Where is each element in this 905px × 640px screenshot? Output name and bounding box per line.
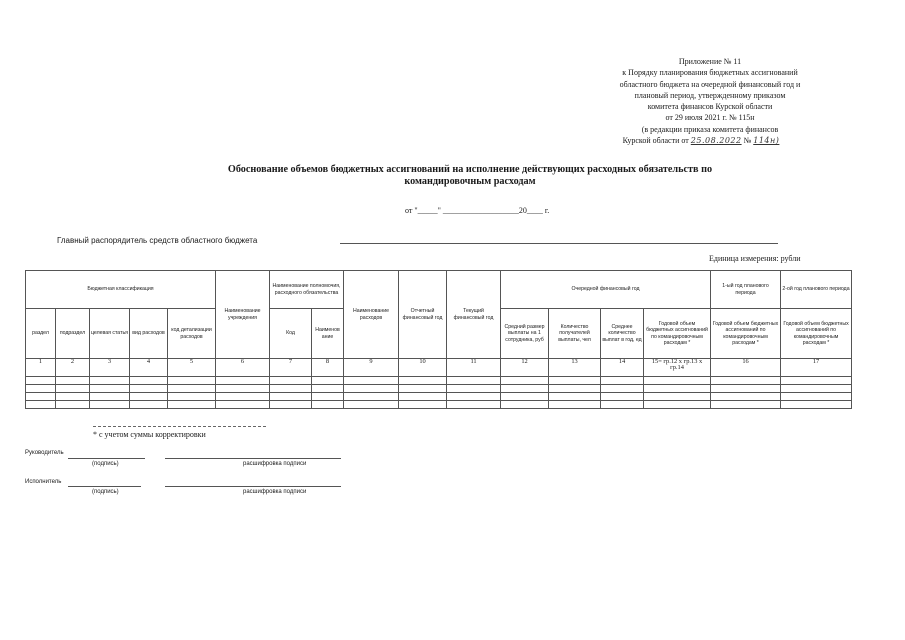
header-institution: Наименование учреждения: [216, 271, 270, 359]
table-cell[interactable]: [344, 401, 399, 409]
table-cell[interactable]: [601, 393, 644, 401]
table-cell[interactable]: [601, 377, 644, 385]
table-cell[interactable]: [26, 401, 56, 409]
column-number-row: [26, 359, 852, 377]
table-cell[interactable]: [312, 385, 344, 393]
table-cell[interactable]: [644, 393, 711, 401]
executor-decoding-line[interactable]: [165, 486, 341, 487]
header-current-year: Текущий финансовый год: [447, 271, 501, 359]
table-cell[interactable]: [90, 401, 130, 409]
table-cell[interactable]: [90, 393, 130, 401]
table-row: [26, 377, 852, 385]
col-number: 2: [56, 359, 90, 377]
table-cell[interactable]: [90, 385, 130, 393]
appendix-line: от 29 июля 2021 г. № 115н: [665, 113, 755, 123]
table-cell[interactable]: [501, 393, 549, 401]
appendix-line: Приложение № 11: [678, 57, 742, 66]
table-cell[interactable]: [216, 393, 270, 401]
table-cell[interactable]: [130, 377, 168, 385]
table-cell[interactable]: [781, 377, 852, 385]
table-cell[interactable]: [549, 401, 601, 409]
col-number: 1: [26, 359, 56, 377]
sub-plan2-volume: Годовой объем бюджетных ассигнований по командировочным расходам *: [781, 309, 852, 359]
head-signature-line[interactable]: [68, 458, 145, 459]
unit-label: Единица измерения: рубли: [709, 254, 801, 263]
table-cell[interactable]: [270, 377, 312, 385]
number-prefix: №: [743, 136, 752, 146]
col-number: 6: [216, 359, 270, 377]
sub-detail-code: код детализации расходов: [168, 309, 216, 359]
table-cell[interactable]: [270, 385, 312, 393]
table-cell[interactable]: [447, 401, 501, 409]
budget-table: [25, 270, 852, 409]
table-cell[interactable]: [711, 385, 781, 393]
table-cell[interactable]: [501, 385, 549, 393]
col-number: 14: [601, 359, 644, 377]
col-number: 12: [501, 359, 549, 377]
table-cell[interactable]: [90, 377, 130, 385]
table-cell[interactable]: [399, 377, 447, 385]
header-next-year: Очередной финансовый год: [501, 271, 711, 309]
head-decoding-line[interactable]: [165, 458, 341, 459]
table-cell[interactable]: [781, 393, 852, 401]
handwritten-number: 114н): [753, 136, 780, 146]
table-cell[interactable]: [312, 401, 344, 409]
sub-average-payment: Средний размер выплаты на 1 сотрудника, руб: [501, 309, 549, 359]
head-signature-caption: (подпись): [92, 461, 119, 467]
col-number: 13: [549, 359, 601, 377]
table-cell[interactable]: [399, 393, 447, 401]
appendix-last-line: [542, 135, 860, 146]
document-title: [200, 164, 740, 188]
header-report-year: Отчетный финансовый год: [399, 271, 447, 359]
table-cell[interactable]: [399, 385, 447, 393]
header-budget-classification: Бюджетная классификация: [26, 271, 216, 309]
col-number: 4: [130, 359, 168, 377]
appendix-header: [560, 56, 860, 146]
table-row: [26, 393, 852, 401]
table-row: [26, 401, 852, 409]
header-plan-year-1: 1-ый год планового периода: [711, 271, 781, 309]
appendix-line: областного бюджета на очередной финансовый год и: [619, 79, 801, 89]
table-cell[interactable]: [56, 401, 90, 409]
table-cell[interactable]: [270, 401, 312, 409]
table-cell[interactable]: [501, 401, 549, 409]
table-cell[interactable]: [549, 385, 601, 393]
table-cell[interactable]: [644, 401, 711, 409]
table-cell[interactable]: [312, 393, 344, 401]
header-expense-name: Наименование расходов: [344, 271, 399, 359]
table-cell[interactable]: [312, 377, 344, 385]
table-cell[interactable]: [601, 401, 644, 409]
col-number: 17: [781, 359, 852, 377]
table-cell[interactable]: [216, 401, 270, 409]
table-cell[interactable]: [711, 393, 781, 401]
col-number: 8: [312, 359, 344, 377]
table-cell[interactable]: [168, 385, 216, 393]
table-cell[interactable]: [344, 385, 399, 393]
manager-label: Главный распорядитель средств областного бюджета: [57, 236, 258, 245]
executor-decoding-caption: расшифровка подписи: [243, 489, 307, 495]
appendix-line: к Порядку планирования бюджетных ассигнований: [622, 68, 798, 78]
header-row-1: [26, 271, 852, 309]
sub-subsection: подраздел: [56, 309, 90, 359]
sub-name: Наименов ание: [312, 309, 344, 359]
table-cell[interactable]: [781, 401, 852, 409]
header-plan-year-2: 2-ой год планового периода: [781, 271, 852, 309]
table-cell[interactable]: [56, 393, 90, 401]
sub-code: Код: [270, 309, 312, 359]
table-cell[interactable]: [644, 377, 711, 385]
sub-recipients: Количество получателей выплаты, чел: [549, 309, 601, 359]
table-cell[interactable]: [447, 385, 501, 393]
table-cell[interactable]: [168, 393, 216, 401]
col-number: 15= гр.12 х гр.13 х гр.14: [644, 359, 711, 377]
appendix-line: (в редакции приказа комитета финансов: [641, 124, 779, 134]
header-obligation: Наименование полномочия, расходного обязательства: [270, 271, 344, 309]
table-cell[interactable]: [168, 401, 216, 409]
table-cell[interactable]: [344, 377, 399, 385]
table-cell[interactable]: [26, 377, 56, 385]
col-number: 3: [90, 359, 130, 377]
footnote-divider: [93, 426, 266, 427]
table-cell[interactable]: [447, 377, 501, 385]
table-cell[interactable]: [447, 393, 501, 401]
col-number: 11: [447, 359, 501, 377]
head-label: Руководитель: [25, 450, 64, 456]
table-cell[interactable]: [216, 377, 270, 385]
table-cell[interactable]: [711, 401, 781, 409]
table-cell[interactable]: [168, 377, 216, 385]
table-cell[interactable]: [549, 393, 601, 401]
col-number: 10: [399, 359, 447, 377]
appendix-line: плановый период, утвержденному приказом: [634, 90, 786, 100]
col-number: 9: [344, 359, 399, 377]
sub-target-article: целевая статья: [90, 309, 130, 359]
table-cell[interactable]: [549, 377, 601, 385]
table-cell[interactable]: [26, 385, 56, 393]
head-decoding-caption: расшифровка подписи: [243, 461, 307, 467]
sub-section: раздел: [26, 309, 56, 359]
table-cell[interactable]: [644, 385, 711, 393]
table-cell[interactable]: [130, 393, 168, 401]
table-cell[interactable]: [26, 393, 56, 401]
col-number: 16: [711, 359, 781, 377]
executor-signature-line[interactable]: [68, 486, 141, 487]
sub-plan1-volume: Годовой объем бюджетных ассигнований по командировочным расходам *: [711, 309, 781, 359]
table-cell[interactable]: [399, 401, 447, 409]
executor-label: Исполнитель: [25, 479, 62, 485]
title-line-2: командировочным расходам: [404, 176, 536, 187]
table-cell[interactable]: [711, 377, 781, 385]
table-cell[interactable]: [216, 385, 270, 393]
table-cell[interactable]: [270, 393, 312, 401]
sub-annual-volume: Годовой объем бюджетных ассигнований по командировочным расходам *: [644, 309, 711, 359]
sub-expense-type: вид расходов: [130, 309, 168, 359]
table-cell[interactable]: [781, 385, 852, 393]
table-cell[interactable]: [501, 377, 549, 385]
col-number: 7: [270, 359, 312, 377]
table-cell[interactable]: [130, 401, 168, 409]
col-number: 5: [168, 359, 216, 377]
appendix-last-prefix: Курской области от: [622, 136, 689, 146]
sub-payments-per-year: Среднее количество выплат в год, ед: [601, 309, 644, 359]
handwritten-date: 25.08.2022: [690, 136, 742, 146]
date-line: от "_____" ___________________20____ г.: [405, 206, 550, 215]
table-cell[interactable]: [56, 385, 90, 393]
table-cell[interactable]: [56, 377, 90, 385]
footnote: * с учетом суммы корректировки: [93, 430, 206, 439]
executor-signature-caption: (подпись): [92, 489, 119, 495]
table-row: [26, 385, 852, 393]
table-cell[interactable]: [130, 385, 168, 393]
table-cell[interactable]: [344, 393, 399, 401]
appendix-line: комитета финансов Курской области: [647, 102, 773, 112]
title-line-1: Обоснование объемов бюджетных ассигнований на исполнение действующих расходных обязательств по: [227, 164, 713, 175]
manager-fill-line: [340, 243, 778, 244]
table-cell[interactable]: [601, 385, 644, 393]
